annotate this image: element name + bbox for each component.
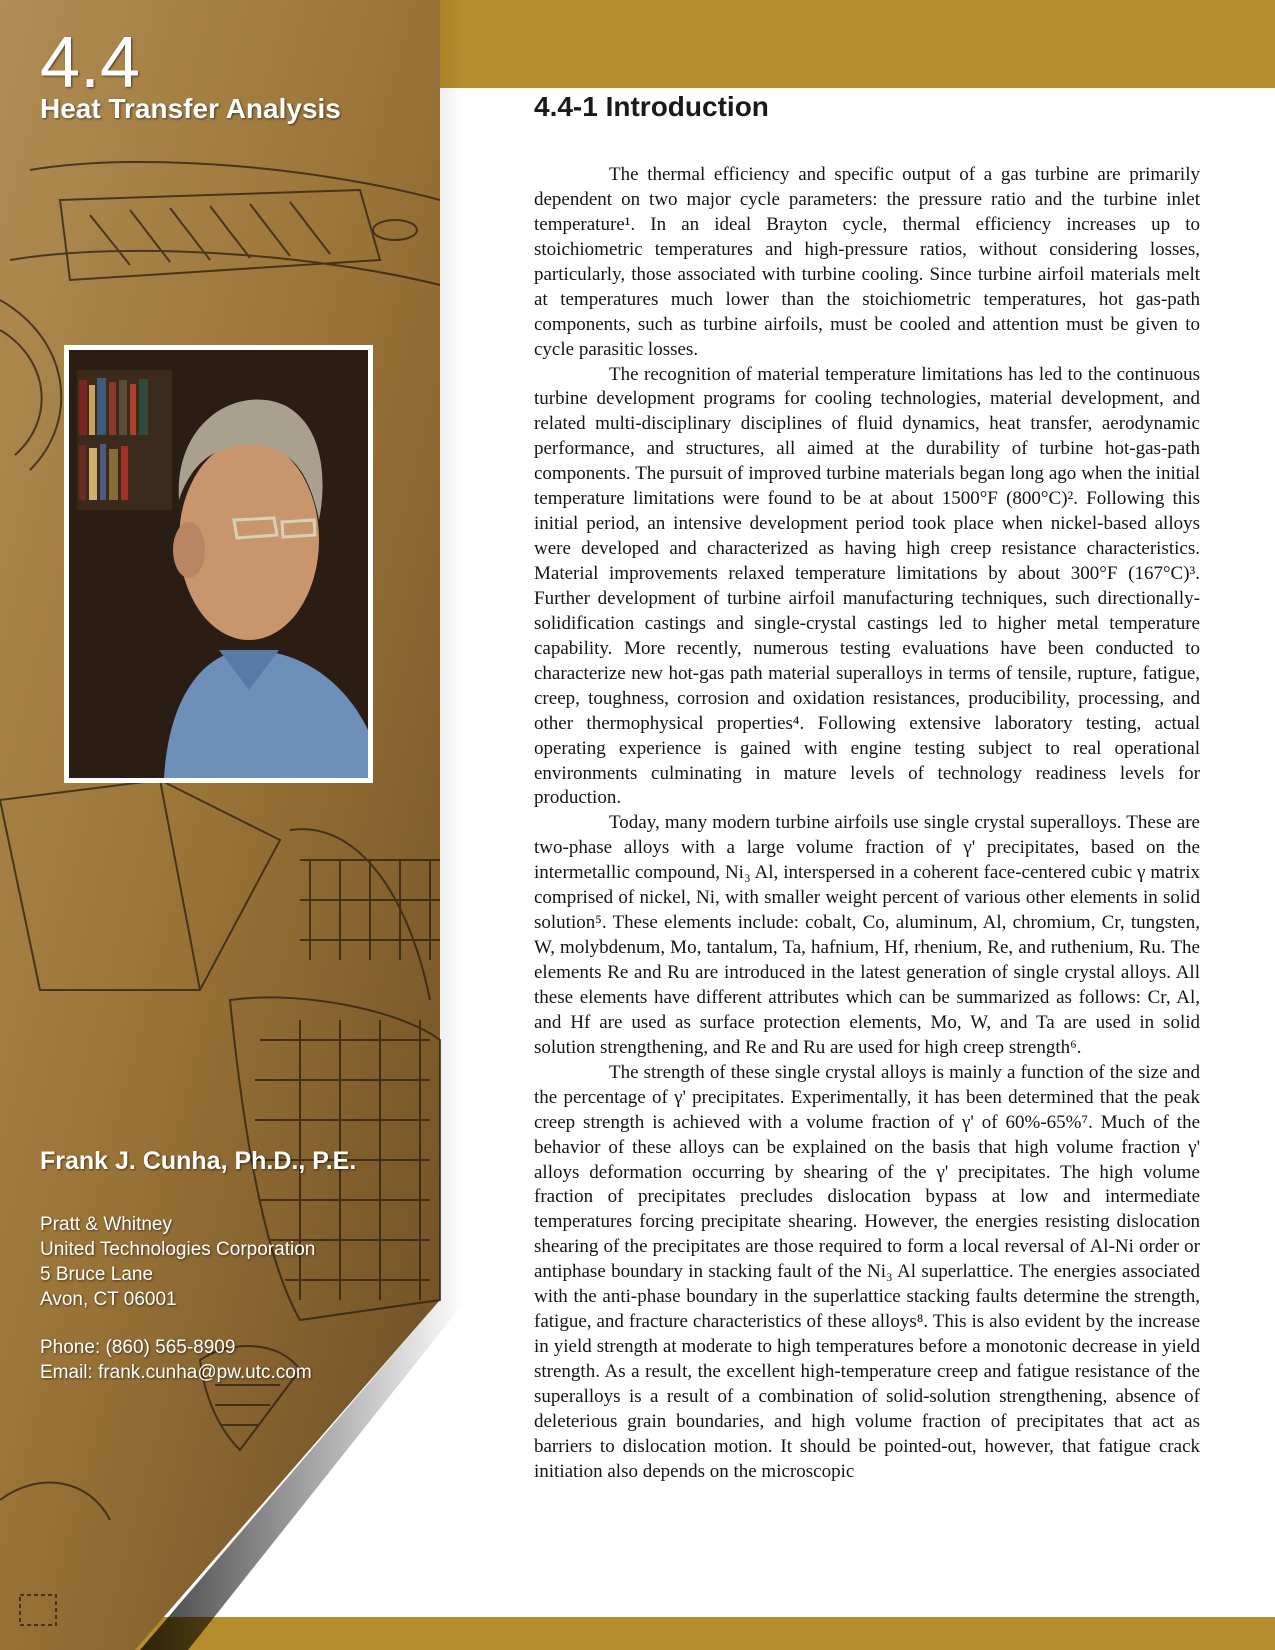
paragraph-4: The strength of these single crystal alloys is mainly a function of the size and the percentage of γ' precipitates. Experimentally, it has been determined that the peak creep strength is achieved with a volume fraction of γ' of 60%-65%⁷. Much of the behavior of these alloys can be explained on the basis that high volume fraction γ' alloys deformation occurring by shearing of the γ' precipitates. The high volume fraction of precipitates precludes dislocation bypass at low and intermediate temperatures forcing precipitate shearing. However, the energies resisting dislocation shearing of the precipitates are those required to form a local reversal of Al-Ni order or antiphase boundary in stacking fault of the Ni₃ Al superlattice. The energies associated with the anti-phase boundary in the superlattice stacking faults determine the strength, fatigue, and fracture characteristics of these alloys⁸. This is also evident by the increase in yield strength at moderate to high temperatures before a monotonic decrease in yield strength. As a result, the excellent high-temperature creep and fatigue resistance of the superalloys is a result of a combination of solid-solution strengthening, absence of deleterious grain boundaries, and high volume fraction of precipitates that act as barriers to dislocation motion. It should be pointed-out, however, that fatigue crack initiation also depends on the microscopic	[534, 1061, 1200, 1482]
section-heading: 4.4-1 Introduction	[534, 91, 769, 122]
author-phone: Phone: (860) 565-8909	[40, 1337, 236, 1358]
paragraph-1: The thermal efficiency and specific output of a gas turbine are primarily dependent on two major cycle parameters: the pressure ratio and the turbine inlet temperature¹. In an ideal Brayton cycle, thermal efficiency increases up to stoichiometric temperatures and high-pressure ratios, without considering losses, particularly, those associated with turbine cooling. Since turbine airfoil materials melt at temperatures much lower than the stoichiometric temperatures, hot gas-path components, such as turbine airfoils, must be cooled and attention must be given to cycle parasitic losses.	[534, 164, 1200, 360]
article-body	[534, 163, 1200, 1485]
paragraph-3: Today, many modern turbine airfoils use single crystal superalloys. These are two-phase alloys with a large volume fraction of γ' precipitates, based on the intermetallic compound, Ni₃ Al, interspersed in a coherent face-centered cubic γ matrix comprised of nickel, Ni, with smaller weight percent of various other elements in solid solution⁵. These elements include: cobalt, Co, aluminum, Al, chromium, Cr, tungsten, W, molybdenum, Mo, tantalum, Ta, hafnium, Hf, rhenium, Re, and ruthenium, Ru. The elements Re and Ru are introduced in the latest generation of single crystal alloys. All these elements have different attributes which can be summarized as follows: Cr, Al, and Hf are used as surface protection elements, Mo, W, and Ta are used in solid solution strengthening, and Re and Ru are used for high creep strength⁶.	[534, 812, 1200, 1058]
sidebar-panel	[0, 0, 470, 1650]
author-affiliation	[40, 1212, 315, 1312]
section-number: 4.4	[40, 23, 141, 103]
section-title: Heat Transfer Analysis	[40, 93, 341, 124]
affiliation-city: Avon, CT 06001	[40, 1289, 177, 1310]
affiliation-street: 5 Bruce Lane	[40, 1264, 154, 1285]
author-name: Frank J. Cunha, Ph.D., P.E.	[40, 1147, 357, 1175]
author-email: Email: frank.cunha@pw.utc.com	[40, 1362, 312, 1383]
author-photo	[64, 345, 373, 783]
author-contact	[40, 1335, 312, 1385]
affiliation-corporation: United Technologies Corporation	[40, 1239, 316, 1260]
affiliation-company: Pratt & Whitney	[40, 1214, 172, 1235]
paragraph-2: The recognition of material temperature limitations has led to the continuous turbine development programs for cooling technologies, material development, and related multi-disciplinary disciplines of fluid dynamics, heat transfer, aerodynamic performance, and structures, all aimed at the durability of turbine hot-gas-path components. The pursuit of improved turbine materials began long ago when the initial temperature limitations were found to be at about 1500°F (800°C)². Following this initial period, an intensive development period took place when nickel-based alloys were developed and characterized as having high creep resistance characteristics. Material improvements relaxed temperature limitations by about 300°F (167°C)³. Further development of turbine airfoil manufacturing techniques, such directionally-solidification castings and single-crystal castings led to higher metal temperature capability. More recently, numerous testing evaluations have been conducted to characterize new hot-gas path material superalloys in terms of tensile, rupture, fatigue, creep, toughness, corrosion and oxidation resistances, producibility, processing, and other thermophysical properties⁴. Following extensive laboratory testing, actual operating experience is gained with engine testing subject to real operational environments culminating in mature levels of technology readiness levels for production.	[534, 363, 1200, 809]
